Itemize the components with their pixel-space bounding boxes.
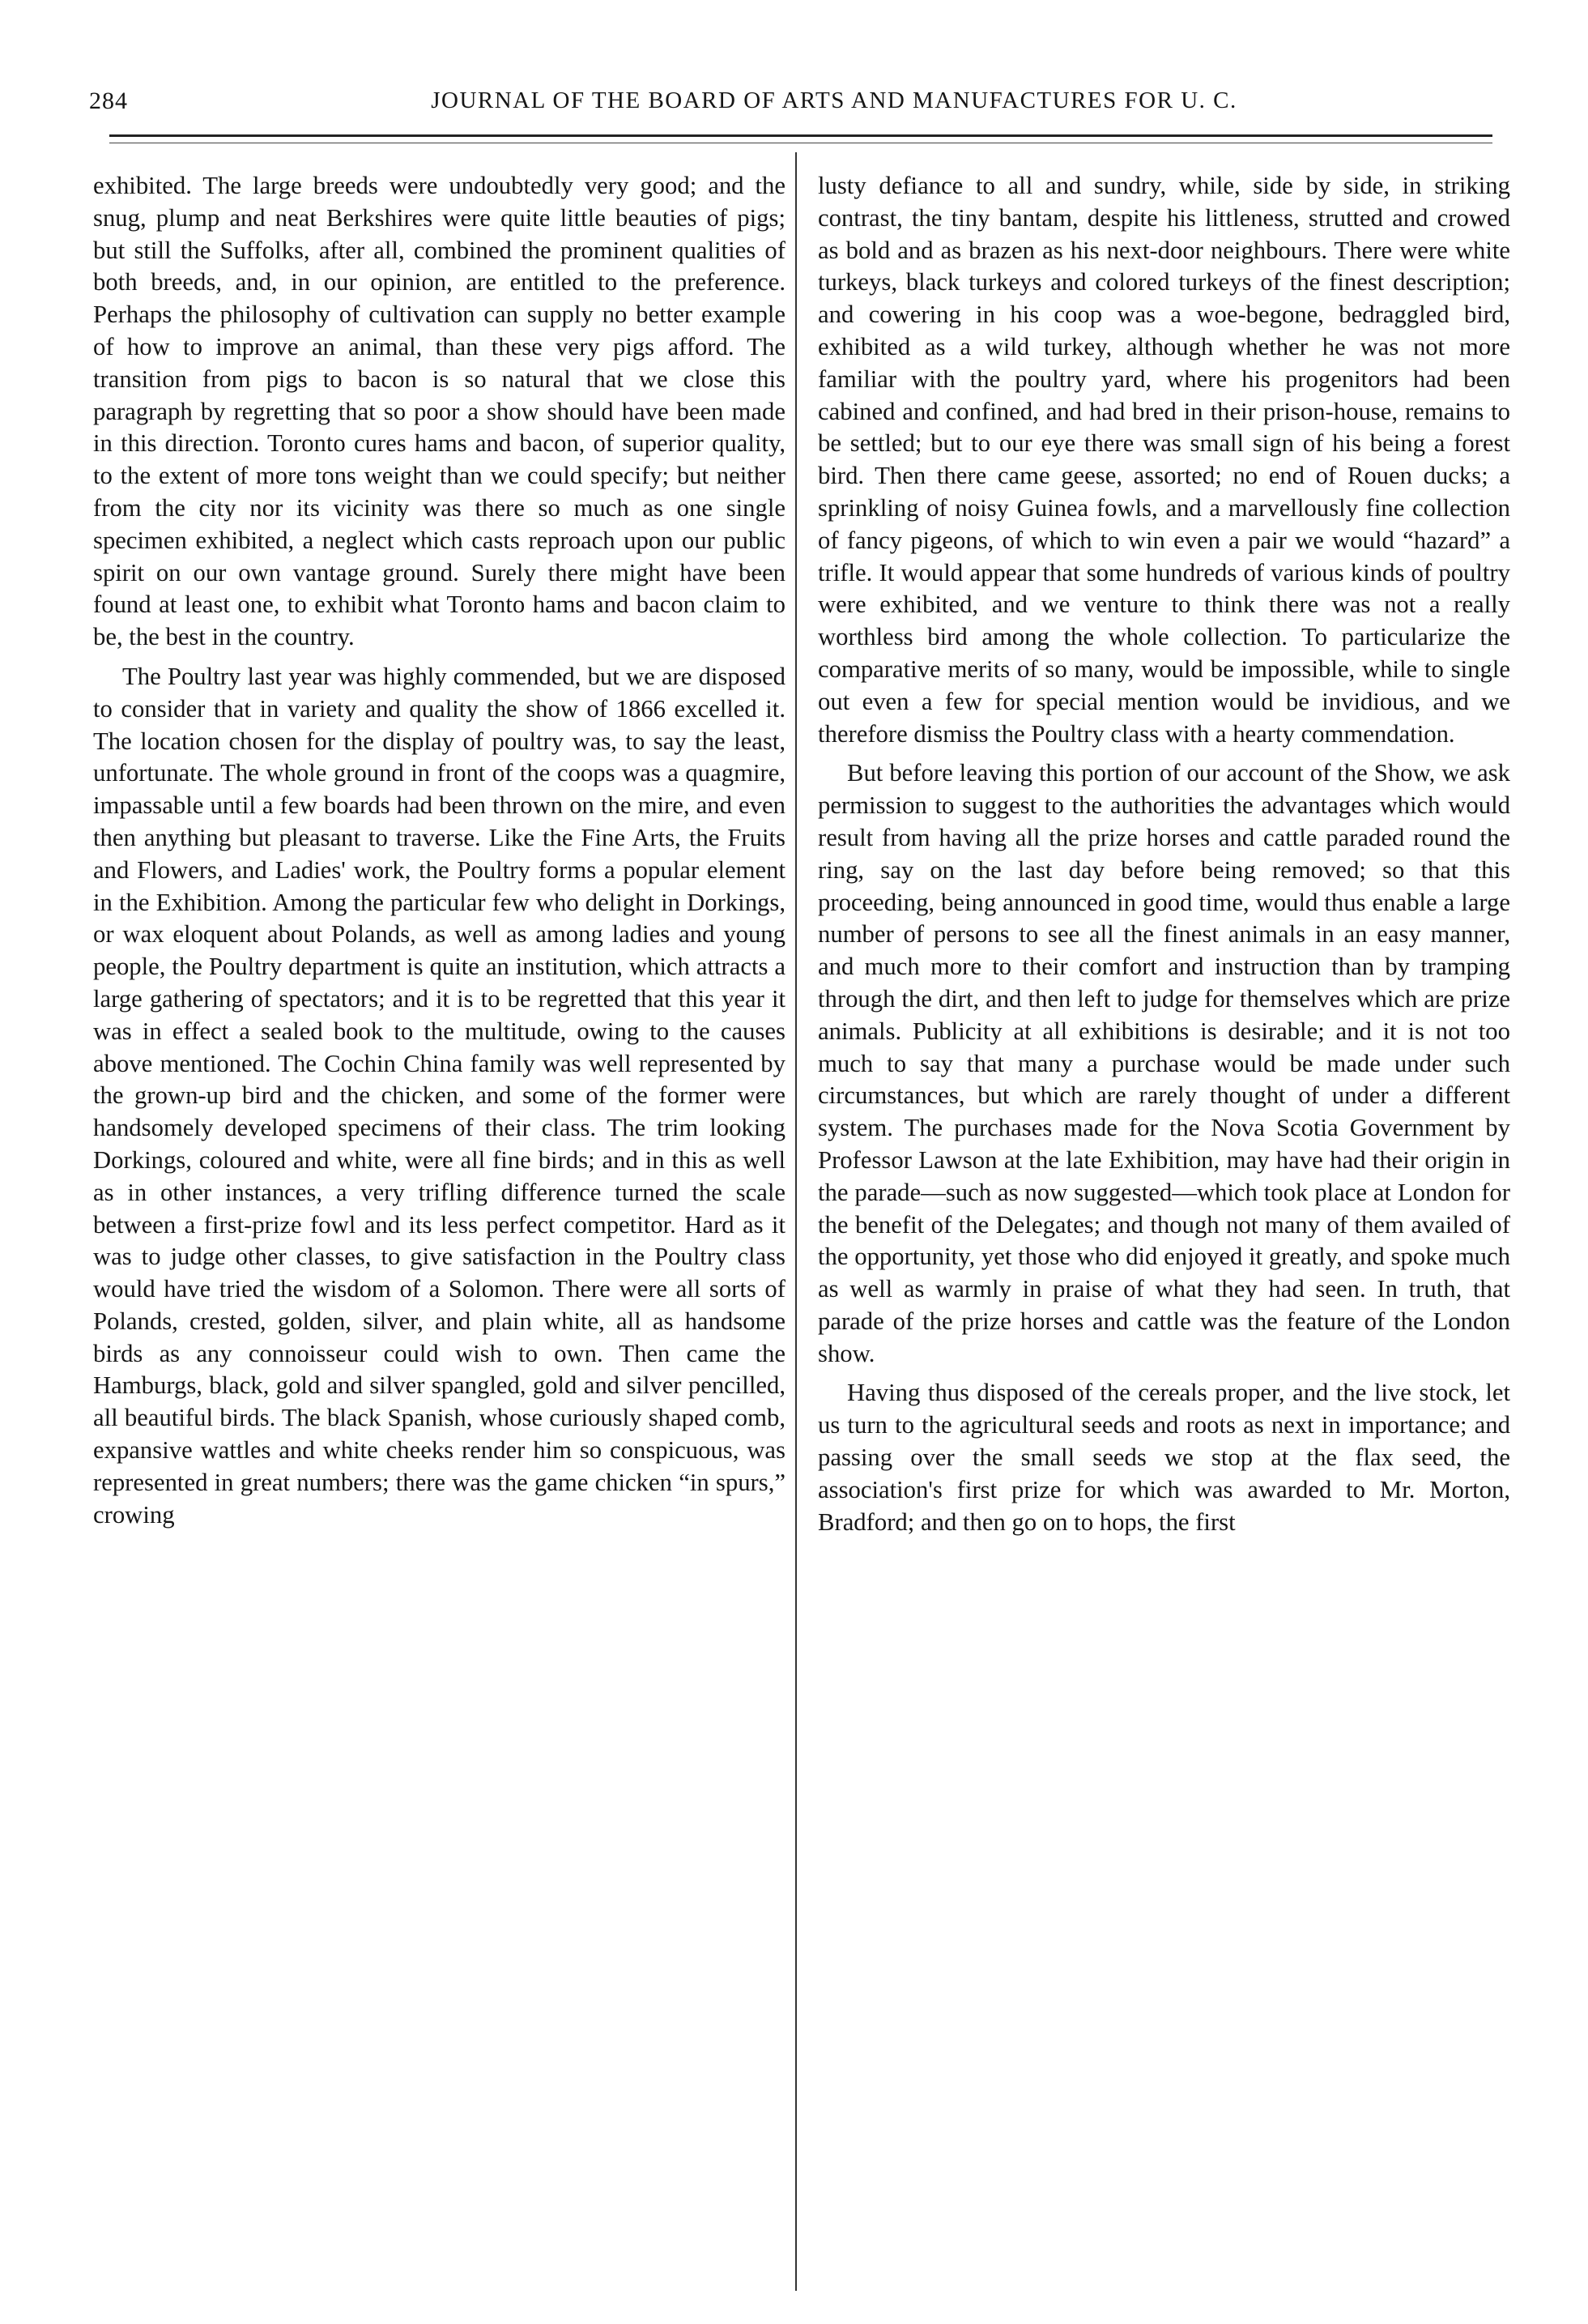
paragraph-pigs-continued: exhibited. The large breeds were undoubtedly very good; and the snug, plump and neat Berkshires were quite little beauties of pigs; but still the Suffolks, after all, combined the prominent qualities of both breeds, and, in our opinion, are entitled to the preference. Perhaps the philosophy of cultivation can supply no better example of how to improve an animal, than these very pigs afford. The transition from pigs to bacon is so natural that we close this paragraph by regretting that so poor a show should have been made in this direction. Toronto cures hams and bacon, of superior quality, to the extent of more tons weight than we could specify; but neither from the city nor its vicinity was there so much as one single specimen exhibited, a neglect which casts reproach upon our public spirit on our own vantage ground. Surely there might have been found at least one, to exhibit what Toronto hams and bacon claim to be, the best in the country.	[93, 172, 785, 651]
running-title: JOURNAL OF THE BOARD OF ARTS AND MANUFACTURES FOR U. C.	[431, 87, 1237, 113]
left-column	[93, 170, 785, 1538]
header-rule	[109, 134, 1492, 137]
page-number: 284	[89, 87, 128, 114]
paragraph-poultry-continued: lusty defiance to all and sundry, while, side by side, in striking contrast, the tiny bantam, despite his littleness, strutted and crowed as bold and as brazen as his next-door neighbours. There were white turkeys, black turkeys and colored turkeys of the finest description; and cowering in his coop was a woe-begone, bedraggled bird, exhibited as a wild turkey, although whether he was not more familiar with the poultry yard, where his progenitors had been cabined and confined, and had bred in their prison-house, remains to be settled; but to our eye there was small sign of his being a forest bird. Then there came geese, assorted; no end of Rouen ducks; a sprinkling of noisy Guinea fowls, and a marvellously fine collection of fancy pigeons, of which to win even a pair we would “hazard” a trifle. It would appear that some hundreds of various kinds of poultry were exhibited, and we venture to think there was not a really worthless bird among the whole collection. To particularize the comparative merits of so many, would be impossible, while to single out even a few for special mention would be invidious, and we therefore dismiss the Poultry class with a hearty commendation.	[818, 172, 1510, 748]
paragraph-parade-suggestion: But before leaving this portion of our account of the Show, we ask permission to suggest to the authorities the advantages which would result from having all the prize horses and cattle paraded round the ring, say on the last day before being removed; so that this proceeding, being announced in good time, would thus enable a large number of persons to see all the finest animals in an easy manner, and much more to their comfort and instruction than by tramping through the dirt, and then left to judge for themselves which are prize animals. Publicity at all exhibitions is desirable; and it is not too much to say that many a purchase would be made under such circumstances, but which are rarely thought of under a different system. The purchases made for the Nova Scotia Government by Professor Lawson at the late Exhibition, may have had their origin in the parade—such as now suggested—which took place at London for the benefit of the Delegates; and though not many of them availed of the opportunity, yet those who did enjoyed it greatly, and spoke much as well as warmly in praise of what they had seen. In truth, that parade of the prize horses and cattle was the feature of the London show.	[818, 759, 1510, 1367]
column-divider	[795, 152, 797, 2291]
right-column	[818, 170, 1510, 1546]
page-header	[89, 87, 1498, 128]
paragraph-poultry: The Poultry last year was highly commended, but we are disposed to consider that in variety and quality the show of 1866 excelled it. The location chosen for the display of poultry was, to say the least, unfortunate. The whole ground in front of the coops was a quagmire, impassable until a few boards had been thrown on the mire, and even then anything but pleasant to traverse. Like the Fine Arts, the Fruits and Flowers, and Ladies' work, the Poultry forms a popular element in the Exhibition. Among the particular few who delight in Dorkings, or wax eloquent about Polands, as well as among ladies and young people, the Poultry department is quite an institution, which attracts a large gathering of spectators; and it is to be regretted that this year it was in effect a sealed book to the multitude, owing to the causes above mentioned. The Cochin China family was well represented by the grown-up bird and the chicken, and some of the former were handsomely developed specimens of their class. The trim looking Dorkings, coloured and white, were all fine birds; and in this as well as in other instances, a very trifling difference turned the scale between a first-prize fowl and its less perfect competitor. Hard as it was to judge other classes, to give satisfaction in the Poultry class would have tried the wisdom of a Solomon. There were all sorts of Polands, crested, golden, silver, and plain white, all as handsome birds as any connoisseur could wish to own. Then came the Hamburgs, black, gold and silver spangled, gold and silver pencilled, all beautiful birds. The black Spanish, whose curiously shaped comb, expansive wattles and white cheeks render him so conspicuous, was represented in great numbers; there was the game chicken “in spurs,” crowing	[93, 662, 785, 1529]
paragraph-seeds-and-roots: Having thus disposed of the cereals proper, and the live stock, let us turn to the agricultural seeds and roots as next in importance; and passing over the small seeds we stop at the flax seed, the association's first prize for which was awarded to Mr. Morton, Bradford; and then go on to hops, the first	[818, 1379, 1510, 1536]
